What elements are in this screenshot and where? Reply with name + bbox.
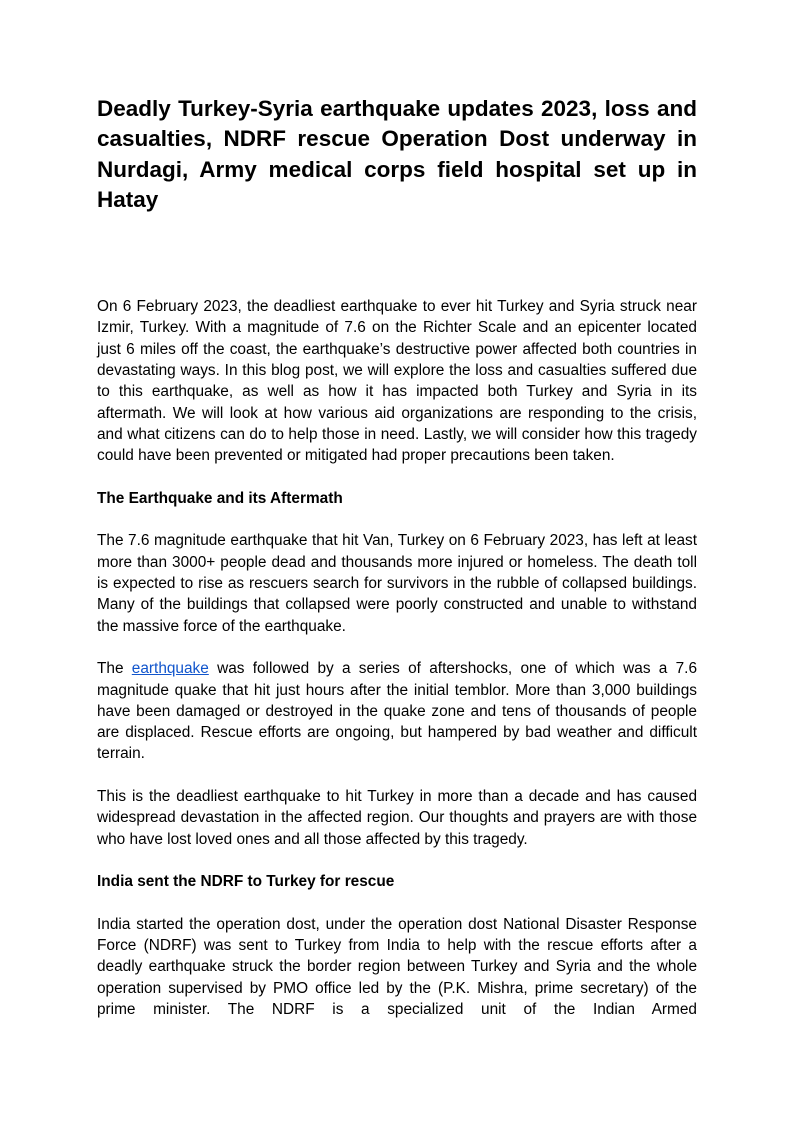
document-body xyxy=(97,296,697,1020)
paragraph: This is the deadliest earthquake to hit Turkey in more than a decade and has caused widespread devastation in the affected region. Our thoughts and prayers are with those who have lost loved ones and all those affected by this tragedy. xyxy=(97,788,697,848)
document-page xyxy=(97,94,697,1042)
paragraph-text: was followed by a series of aftershocks, one of which was a 7.6 magnitude quake that hit just hours after the initial temblor. More than 3,000 buildings have been damaged or destroyed in the quake zone and tens of thousands of people are displaced. Rescue efforts are ongoing, but hampered by bad weather and difficult terrain. xyxy=(97,660,697,763)
paragraph-text: The xyxy=(97,660,132,678)
document-title: Deadly Turkey-Syria earthquake updates 2023, loss and casualties, NDRF rescue Operation Dost underway in Nurdagi, Army medical corps field hospital set up in Hatay xyxy=(97,96,697,212)
section-heading-ndrf: India sent the NDRF to Turkey for rescue xyxy=(97,873,395,891)
paragraph: The 7.6 magnitude earthquake that hit Van, Turkey on 6 February 2023, has left at least more than 3000+ people dead and thousands more injured or homeless. The death toll is expected to rise as rescuers search for survivors in the rubble of collapsed buildings. Many of the buildings that collapsed were poorly constructed and unable to withstand the massive force of the earthquake. xyxy=(97,532,697,635)
section-heading-aftermath: The Earthquake and its Aftermath xyxy=(97,489,343,507)
paragraph xyxy=(97,658,697,764)
intro-paragraph: On 6 February 2023, the deadliest earthquake to ever hit Turkey and Syria struck near Izmir, Turkey. With a magnitude of 7.6 on the Richter Scale and an epicenter located just 6 miles off the coast, the earthquake’s destructive power affected both countries in devastating ways. In this blog post, we will explore the loss and casualties suffered due to this earthquake, as well as how it has impacted both Turkey and Syria in its aftermath. We will look at how various aid organizations are responding to the crisis, and what citizens can do to help those in need. Lastly, we will consider how this tragedy could have been prevented or mitigated had proper precautions been taken. xyxy=(97,298,697,465)
earthquake-link[interactable]: earthquake xyxy=(131,660,209,678)
paragraph: India started the operation dost, under the operation dost National Disaster Response Force (NDRF) was sent to Turkey from India to help with the rescue efforts after a deadly earthquake struck the border region between Turkey and Syria and the whole operation supervised by PMO office led by the (P.K. Mishra, prime secretary) of the prime minister. The NDRF is a specialized unit of the Indian Armed xyxy=(97,915,697,1018)
